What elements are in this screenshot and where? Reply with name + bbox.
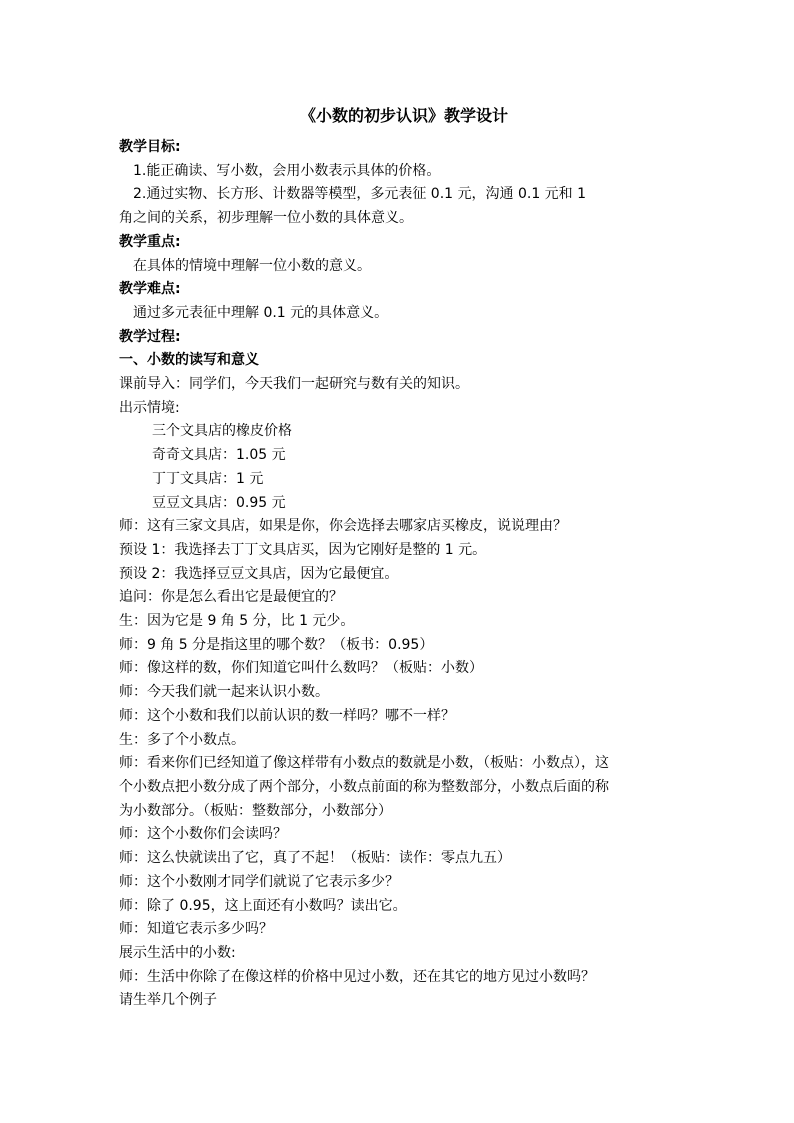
document-body <box>119 136 679 1013</box>
text-line: 预设 2：我选择豆豆文具店，因为它最便宜。 <box>119 565 399 582</box>
text-line: 三个文具店的橡皮价格 <box>152 423 292 440</box>
text-line: 通过多元表征中理解 0.1 元的具体意义。 <box>133 304 389 321</box>
text-line: 预设 1：我选择去丁丁文具店买，因为它刚好是整的 1 元。 <box>119 541 487 558</box>
section-heading: 一、小数的读写和意义 <box>119 352 259 369</box>
text-line: 追问：你是怎么看出它是最便宜的？ <box>119 589 343 606</box>
text-line: 2.通过实物、长方形、计数器等模型，多元表征 0.1 元，沟通 0.1 元和 1 <box>133 186 587 203</box>
text-line: 生：因为它是 9 角 5 分，比 1 元少。 <box>119 613 355 630</box>
text-line: 课前导入：同学们，今天我们一起研究与数有关的知识。 <box>119 376 469 393</box>
text-line: 豆豆文具店：0.95 元 <box>152 494 286 511</box>
document-title: 《小数的初步认识》教学设计 <box>299 106 508 125</box>
text-line: 师：除了 0.95，这上面还有小数吗？读出它。 <box>119 897 407 914</box>
text-line: 在具体的情境中理解一位小数的意义。 <box>133 257 371 274</box>
text-line: 师：这个小数和我们以前认识的数一样吗？哪不一样？ <box>119 707 455 724</box>
section-heading: 教学目标: <box>119 139 181 155</box>
text-line: 师：这个小数你们会读吗？ <box>119 826 287 843</box>
text-line: 1.能正确读、写小数，会用小数表示具体的价格。 <box>133 162 441 179</box>
text-line: 出示情境: <box>119 399 180 416</box>
text-line: 师：看来你们已经知道了像这样带有小数点的数就是小数，（板贴：小数点），这 <box>119 755 609 772</box>
text-line: 师：知道它表示多少吗？ <box>119 921 273 938</box>
text-line: 师：9 角 5 分是指这里的哪个数？（板书：0.95） <box>119 636 434 653</box>
text-line: 丁丁文具店：1 元 <box>152 470 264 487</box>
text-line: 个小数点把小数分成了两个部分，小数点前面的称为整数部分，小数点后面的称 <box>119 778 609 795</box>
text-line: 为小数部分。（板贴：整数部分，小数部分） <box>119 802 392 819</box>
text-line: 请生举几个例子 <box>119 992 217 1009</box>
text-line: 角之间的关系，初步理解一位小数的具体意义。 <box>119 210 413 227</box>
text-line: 奇奇文具店：1.05 元 <box>152 447 286 464</box>
text-line: 师：生活中你除了在像这样的价格中见过小数，还在其它的地方见过小数吗？ <box>119 968 595 985</box>
text-line: 师：像这样的数，你们知道它叫什么数吗？（板贴：小数） <box>119 660 483 677</box>
text-line: 生：多了个小数点。 <box>119 731 245 748</box>
section-heading: 教学重点: <box>119 233 181 250</box>
text-line: 师：这个小数刚才同学们就说了它表示多少？ <box>119 873 399 890</box>
section-heading: 教学过程: <box>119 328 181 345</box>
text-line: 展示生活中的小数: <box>119 944 236 961</box>
document-page <box>119 100 679 1013</box>
section-heading: 教学难点: <box>119 281 181 298</box>
text-line: 师：这么快就读出了它，真了不起！（板贴：读作：零点九五） <box>119 850 511 867</box>
text-line: 师：今天我们就一起来认识小数。 <box>119 684 329 701</box>
text-line: 师：这有三家文具店，如果是你，你会选择去哪家店买橡皮，说说理由？ <box>119 518 567 535</box>
